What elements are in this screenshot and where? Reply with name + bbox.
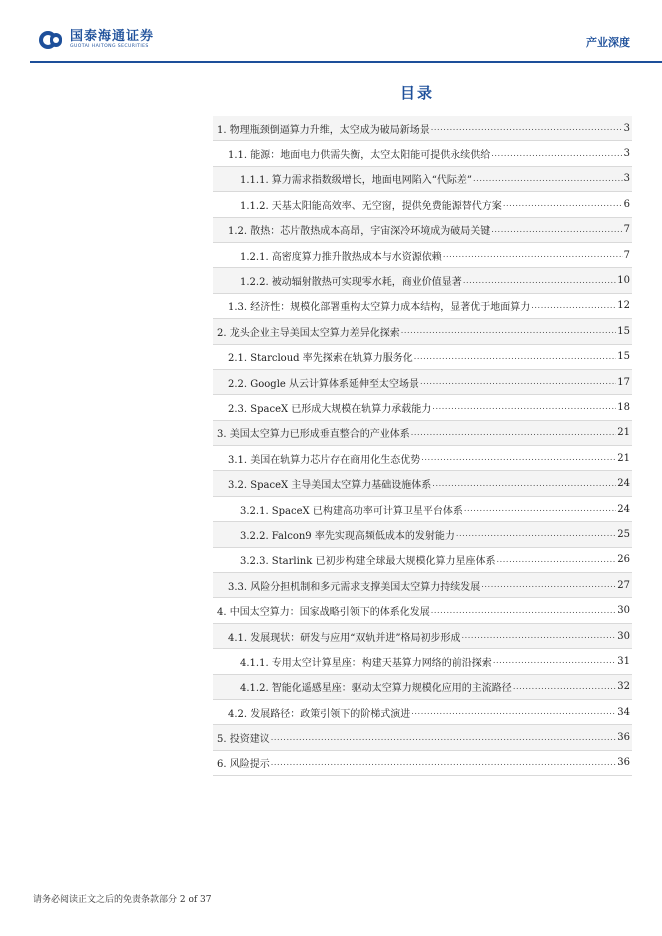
toc-entry-page: 17 xyxy=(617,376,630,388)
toc-entry-page: 25 xyxy=(617,528,630,540)
toc-dot-leader xyxy=(414,351,617,363)
toc-dot-leader xyxy=(463,275,616,287)
header-divider xyxy=(30,61,662,63)
toc-entry[interactable] xyxy=(213,675,632,700)
toc-entry-page: 24 xyxy=(617,503,630,515)
toc-entry[interactable] xyxy=(213,522,632,547)
toc-dot-leader xyxy=(531,300,616,312)
toc-entry[interactable] xyxy=(213,649,632,674)
toc-entry[interactable] xyxy=(213,345,632,370)
toc-entry-page: 12 xyxy=(617,300,630,312)
toc-dot-leader xyxy=(421,452,616,464)
toc-entry[interactable] xyxy=(213,725,632,750)
toc-dot-leader xyxy=(431,605,617,617)
toc-entry[interactable] xyxy=(213,471,632,496)
toc-entry-title: 4. 中国太空算力：国家战略引领下的体系化发展 xyxy=(217,607,430,619)
toc-entry[interactable] xyxy=(213,243,632,268)
toc-entry-page: 36 xyxy=(617,757,630,769)
toc-entry-page: 30 xyxy=(617,630,630,642)
toc-entry-title: 2. 龙头企业主导美国太空算力差异化探索 xyxy=(217,327,400,339)
toc-dot-leader xyxy=(411,427,617,439)
toc-entry-title: 3. 美国太空算力已形成垂直整合的产业体系 xyxy=(217,429,410,441)
toc-entry-page: 34 xyxy=(617,706,630,718)
toc-dot-leader xyxy=(271,757,617,769)
page-header xyxy=(0,0,662,62)
toc-entry-page: 36 xyxy=(617,732,630,744)
toc-entry-title: 3.2. SpaceX 主导美国太空算力基础设施体系 xyxy=(228,480,432,492)
toc-entry-page: 7 xyxy=(623,249,630,261)
toc-entry-title: 1.3. 经济性：规模化部署重构太空算力成本结构，显著优于地面算力 xyxy=(228,302,531,314)
toc-entry-page: 7 xyxy=(623,224,630,236)
toc-entry-title: 1.1.1. 算力需求指数级增长，地面电网陷入“代际差” xyxy=(240,175,473,187)
toc-entry[interactable] xyxy=(213,598,632,623)
toc-entry-page: 21 xyxy=(617,452,630,464)
toc-entry[interactable] xyxy=(213,141,632,166)
toc-entry-title: 6. 风险提示 xyxy=(217,759,270,771)
toc-dot-leader xyxy=(271,732,617,744)
toc-entry-title: 4.1.1. 专用太空计算星座：构建天基算力网络的前沿探索 xyxy=(240,657,492,669)
toc-entry-title: 1.2.1. 高密度算力推升散热成本与水资源依赖 xyxy=(240,251,442,263)
toc-entry-title: 2.1. Starcloud 率先探索在轨算力服务化 xyxy=(228,353,413,365)
toc-dot-leader xyxy=(431,122,623,134)
toc-entry-page: 26 xyxy=(617,554,630,566)
toc-entry-title: 1.2. 散热：芯片散热成本高昂，宇宙深冷环境成为破局关键 xyxy=(228,226,491,238)
toc-entry-title: 3.3. 风险分担机制和多元需求支撑美国太空算力持续发展 xyxy=(228,581,481,593)
toc-entry-title: 1. 物理瓶颈倒逼算力升维，太空成为破局新场景 xyxy=(217,124,430,136)
company-logo xyxy=(38,30,154,50)
toc-entry[interactable] xyxy=(213,370,632,395)
toc-entry-page: 15 xyxy=(617,351,630,363)
toc-dot-leader xyxy=(491,148,622,160)
toc-entry-page: 31 xyxy=(617,655,630,667)
toc-dot-leader xyxy=(513,681,616,693)
toc-dot-leader xyxy=(411,706,616,718)
toc-entry[interactable] xyxy=(213,319,632,344)
toc-entry[interactable] xyxy=(213,116,632,141)
toc-dot-leader xyxy=(491,224,622,236)
toc-entry-page: 24 xyxy=(617,478,630,490)
toc-entry-title: 2.3. SpaceX 已形成大规模在轨算力承载能力 xyxy=(228,403,432,415)
toc-entry[interactable] xyxy=(213,446,632,471)
toc-entry-page: 3 xyxy=(623,173,630,185)
toc-entry[interactable] xyxy=(213,268,632,293)
page-footer: 请务必阅读正文之后的免责条款部分 2 of 37 xyxy=(33,895,212,905)
toc-entry-title: 3.1. 美国在轨算力芯片存在商用化生态优势 xyxy=(228,454,421,466)
toc-entry-page: 10 xyxy=(617,275,630,287)
toc-dot-leader xyxy=(503,198,623,210)
toc-dot-leader xyxy=(456,528,616,540)
toc-dot-leader xyxy=(420,376,616,388)
toc-entry-title: 4.1. 发展现状：研发与应用“双轨并进”格局初步形成 xyxy=(228,632,461,644)
toc-entry-title: 4.2. 发展路径：政策引领下的阶梯式演进 xyxy=(228,708,411,720)
toc-entry[interactable] xyxy=(213,700,632,725)
toc-entry-title: 2.2. Google 从云计算体系延伸至太空场景 xyxy=(228,378,419,390)
toc-entry-page: 15 xyxy=(617,325,630,337)
report-type-label: 产业深度 xyxy=(586,36,630,49)
logo-name-en: GUOTAI HAITONG SECURITIES xyxy=(70,44,149,49)
toc-entry-page: 21 xyxy=(617,427,630,439)
toc-dot-leader xyxy=(493,655,616,667)
toc-dot-leader xyxy=(497,554,617,566)
toc-entry-page: 32 xyxy=(617,681,630,693)
toc-dot-leader xyxy=(432,478,616,490)
table-of-contents xyxy=(213,116,632,776)
toc-dot-leader xyxy=(462,630,617,642)
toc-entry[interactable] xyxy=(213,497,632,522)
toc-entry-page: 30 xyxy=(617,605,630,617)
logo-name-cn: 国泰海通证券 xyxy=(70,29,155,44)
toc-entry-title: 4.1.2. 智能化遥感星座：驱动太空算力规模化应用的主流路径 xyxy=(240,683,512,695)
toc-heading: 目录 xyxy=(399,84,434,102)
toc-entry[interactable] xyxy=(213,167,632,192)
toc-dot-leader xyxy=(481,579,616,591)
toc-entry-title: 1.1. 能源：地面电力供需失衡，太空太阳能可提供永续供给 xyxy=(228,150,491,162)
toc-entry[interactable] xyxy=(213,548,632,573)
toc-dot-leader xyxy=(473,173,623,185)
toc-entry[interactable] xyxy=(213,395,632,420)
toc-dot-leader xyxy=(432,401,616,413)
toc-entry-title: 3.2.2. Falcon9 率先实现高频低成本的发射能力 xyxy=(240,530,455,542)
toc-dot-leader xyxy=(443,249,623,261)
toc-entry[interactable] xyxy=(213,294,632,319)
toc-entry[interactable] xyxy=(213,218,632,243)
toc-entry-page: 27 xyxy=(617,579,630,591)
toc-entry-title: 1.2.2. 被动辐射散热可实现零水耗，商业价值显著 xyxy=(240,277,462,289)
toc-entry[interactable] xyxy=(213,751,632,776)
toc-dot-leader xyxy=(464,503,616,515)
toc-dot-leader xyxy=(401,325,617,337)
toc-entry-title: 5. 投资建议 xyxy=(217,734,270,746)
toc-entry[interactable] xyxy=(213,624,632,649)
toc-entry-page: 6 xyxy=(623,198,630,210)
toc-entry-title: 3.2.3. Starlink 已初步构建全球最大规模化算力星座体系 xyxy=(240,556,496,568)
toc-entry[interactable] xyxy=(213,573,632,598)
toc-entry[interactable] xyxy=(213,421,632,446)
toc-entry-page: 18 xyxy=(617,401,630,413)
toc-entry[interactable] xyxy=(213,192,632,217)
toc-entry-page: 3 xyxy=(623,122,630,134)
toc-entry-page: 3 xyxy=(623,148,630,160)
toc-entry-title: 3.2.1. SpaceX 已构建高功率可计算卫星平台体系 xyxy=(240,505,463,517)
logo-mark-icon xyxy=(38,30,64,50)
toc-entry-title: 1.1.2. 天基太阳能高效率、无空窗，提供免费能源替代方案 xyxy=(240,200,502,212)
